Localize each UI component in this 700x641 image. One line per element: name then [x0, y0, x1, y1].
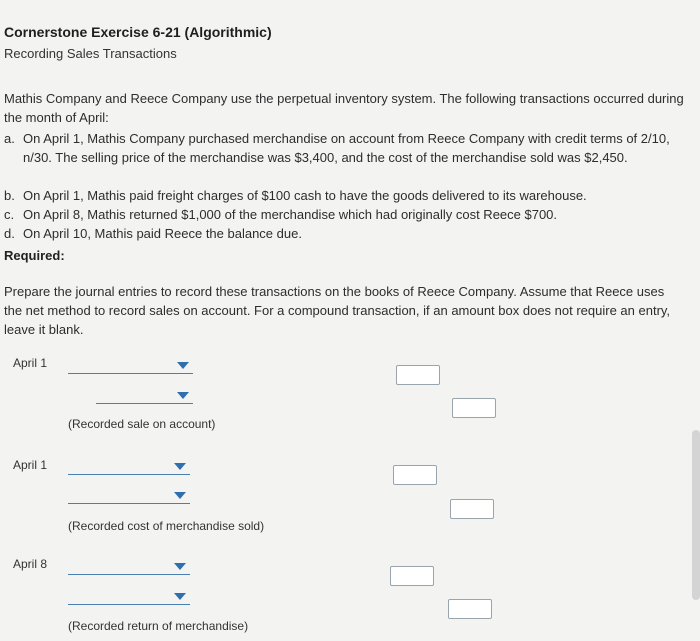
transaction-text: On April 8, Mathis returned $1,000 of the merchandise which had originally cost Reece $700. [23, 207, 558, 222]
transaction-text: On April 10, Mathis paid Reece the balance due. [23, 226, 302, 241]
account-dropdown-credit[interactable] [68, 590, 190, 605]
transaction-letter: d. [4, 226, 15, 241]
account-dropdown-debit[interactable] [68, 359, 193, 374]
entry-note: (Recorded return of merchandise) [68, 619, 249, 633]
entry-date: April 1 [13, 356, 48, 370]
account-dropdown-debit[interactable] [68, 460, 190, 475]
chevron-down-icon [174, 563, 186, 570]
credit-amount-input[interactable] [450, 499, 494, 519]
chevron-down-icon [174, 463, 186, 470]
chevron-down-icon [177, 392, 189, 399]
chevron-down-icon [174, 593, 186, 600]
entry-note: (Recorded cost of merchandise sold) [68, 519, 265, 533]
transaction-letter: b. [4, 188, 15, 203]
page-subtitle: Recording Sales Transactions [4, 46, 177, 61]
debit-amount-input[interactable] [390, 566, 434, 586]
account-dropdown-debit[interactable] [68, 560, 190, 575]
chevron-down-icon [174, 492, 186, 499]
credit-amount-input[interactable] [452, 398, 496, 418]
account-dropdown-credit[interactable] [68, 489, 190, 504]
required-heading: Required: [4, 248, 65, 263]
transaction-letter: a. [4, 131, 15, 146]
transaction-text: On April 1, Mathis Company purchased merchandise on account from Reece Company with credit terms of 2/10, n/30. The selling price of the merchandise was $3,400, and the cost of the merchandise sold was $2,450. [23, 131, 670, 165]
instructions-text: Prepare the journal entries to record these transactions on the books of Reece Company. Assume that Reece uses the net method to record sales on account. For a compound transaction, if an amount box does not require an entry, leave it blank. [4, 284, 671, 337]
vertical-scrollbar[interactable] [692, 430, 700, 600]
debit-amount-input[interactable] [393, 465, 437, 485]
entry-date: April 8 [13, 557, 48, 571]
chevron-down-icon [177, 362, 189, 369]
credit-amount-input[interactable] [448, 599, 492, 619]
transaction-text: On April 1, Mathis paid freight charges of $100 cash to have the goods delivered to its warehouse. [23, 188, 587, 203]
debit-amount-input[interactable] [396, 365, 440, 385]
transaction-letter: c. [4, 207, 15, 222]
entry-note: (Recorded sale on account) [68, 417, 216, 431]
page-title: Cornerstone Exercise 6-21 (Algorithmic) [4, 24, 272, 40]
intro-text: Mathis Company and Reece Company use the perpetual inventory system. The following transactions occurred during the month of April: [4, 91, 684, 125]
account-dropdown-credit[interactable] [96, 389, 193, 404]
entry-date: April 1 [13, 458, 48, 472]
